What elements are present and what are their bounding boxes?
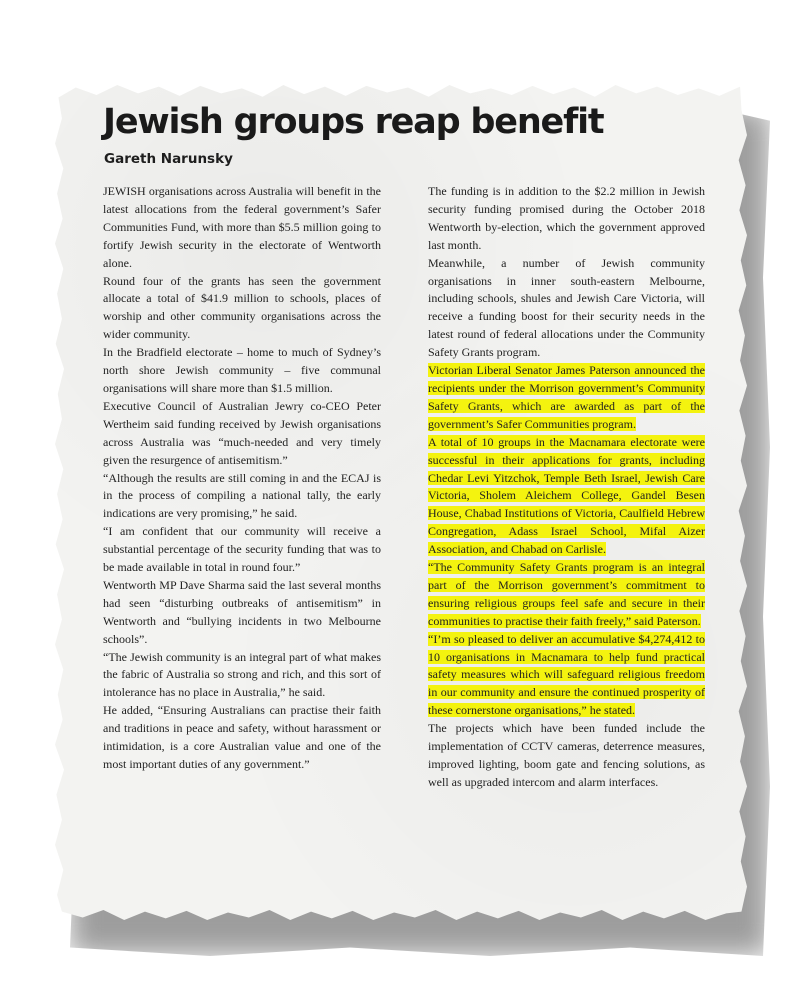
paragraph: Wentworth MP Dave Sharma said the last several months had seen “disturbing outbreaks of antisemitism” in Wentworth and “bullying incidents in two Melbourne schools”. (103, 577, 381, 646)
highlighted-paragraph: A total of 10 groups in the Macnamara electorate were successful in their applications for grants, including Chedar Levi Yitzchok, Temple Beth Israel, Jewish Care Victoria, Sholem Aleichem College, Gandel Besen House, Chabad Institutions of Victoria, Caulfield Hebrew Congregation, Adass Israel School, Mifal Aizer Association, and Chabad on Carlisle. (428, 434, 705, 557)
byline: Gareth Narunsky (104, 151, 233, 167)
highlighted-paragraph: Victorian Liberal Senator James Paterson announced the recipients under the Morrison government’s Community Safety Grants, which are awarded as part of the government’s Safer Communities program. (428, 363, 705, 431)
paragraph: “Although the results are still coming in and the ECAJ is in the process of compiling a national tally, the early indications are very promising,” he said. (103, 470, 381, 521)
paragraph: In the Bradfield electorate – home to much of Sydney’s north shore Jewish community – five communal organisations will share more than $1.5 million. (103, 345, 381, 395)
paragraph: The projects which have been funded include the implementation of CCTV cameras, deterrence measures, improved lighting, boom gate and fencing solutions, as well as upgraded intercom and alarm interfaces. (428, 721, 705, 789)
highlighted-paragraph: “I’m so pleased to deliver an accumulative $4,274,412 to 10 organisations in Macnamara to help fund practical safety measures which will safeguard religious freedom in our community and ensure the continued prosperity of these cornerstone organisations,” he stated. (428, 631, 705, 718)
right-column (428, 183, 705, 792)
paragraph: Round four of the grants has seen the government allocate a total of $41.9 million to schools, places of worship and other community organisations across the wider community. (103, 273, 381, 342)
headline: Jewish groups reap benefit (103, 102, 604, 142)
paragraph: Executive Council of Australian Jewry co-CEO Peter Wertheim said funding received by Jewish organisations across Australia was “much-needed and very timely given the resurgence of antisemitism.” (103, 398, 381, 467)
paragraph: “The Jewish community is an integral part of what makes the fabric of Australia so strong and rich, and this sort of intolerance has no place in Australia,” he said. (103, 649, 381, 700)
paragraph: JEWISH organisations across Australia will benefit in the latest allocations from the federal government’s Safer Communities Fund, with more than $5.5 million going to fortify Jewish security in the electorate of Wentworth alone. (103, 184, 381, 270)
highlighted-paragraph: “The Community Safety Grants program is an integral part of the Morrison government’s commitment to ensuring religious groups feel safe and secure in their communities to practise their faith freely,” said Paterson. (428, 560, 705, 628)
paragraph: “I am confident that our community will receive a substantial percentage of the security funding that was to be made available in total in round four.” (103, 524, 381, 575)
paragraph: Meanwhile, a number of Jewish community organisations in inner south-eastern Melbourne, including schools, shules and Jewish Care Victoria, will receive a funding boost for their security needs in the latest round of federal allocations under the Community Safety Grants program. (428, 255, 705, 360)
paragraph: The funding is in addition to the $2.2 million in Jewish security funding promised during the October 2018 Wentworth by-election, which the government approved last month. (428, 184, 705, 252)
paragraph: He added, “Ensuring Australians can practise their faith and traditions in peace and safety, without harassment or intimidation, is a core Australian value and one of the most important duties of any government.” (103, 703, 381, 771)
left-column (103, 183, 381, 774)
